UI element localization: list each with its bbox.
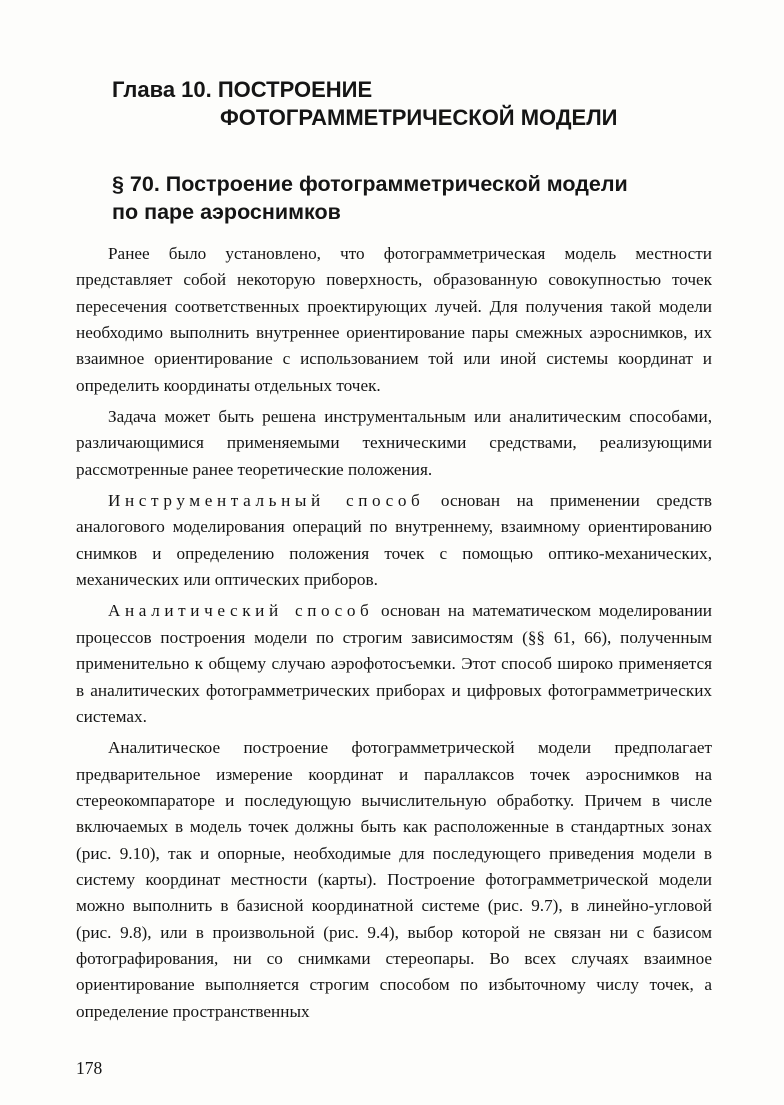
chapter-title-line2: ФОТОГРАММЕТРИЧЕСКОЙ МОДЕЛИ xyxy=(220,105,618,130)
paragraph-text: основан на применении средств аналогового моделирования операций по внутреннему, взаимному ориентированию снимков и определению положения точек с помощью оптико-механических, механических или оптических приборов. xyxy=(76,491,713,590)
paragraph: Задача может быть решена инструментальным или аналитическим способами, различающимися применяемыми техническими средствами, реализующими рассмотренные ранее теоретические положения. xyxy=(76,407,712,479)
section-title-line2: по паре аэроснимков xyxy=(112,200,341,224)
paragraph: Ранее было установлено, что фотограмметрическая модель местности представляет собой некоторую поверхность, образованную совокупностью точек пересечения соответственных проектирующих лучей. Для получения такой модели необходимо выполнить внутреннее ориентирование пары смежных аэроснимков, их взаимное ориентирование с использованием той или иной системы координат и определить координаты отдельных точек. xyxy=(76,244,712,395)
chapter-title-line1: Глава 10. ПОСТРОЕНИЕ xyxy=(112,77,373,102)
section-heading xyxy=(112,170,712,226)
chapter-heading xyxy=(112,76,692,132)
term-analytical: Аналитический способ xyxy=(108,601,374,621)
paragraph: Аналитическое построение фотограмметрической модели предполагает предварительное измерение координат и параллаксов точек аэроснимков на стереокомпараторе и последующую вычислительную обработку. Причем в числе включаемых в модель точек должны быть как расположенные в стандартных зонах (рис. 9.10), так и опорные, необходимые для последующего приведения модели в систему координат местности (карты). Построение фотограмметрической модели можно выполнить в базисной координатной системе (рис. 9.7), в линейно-угловой (рис. 9.8), или в произвольной (рис. 9.4), выбор которой не связан ни с базисом фотографирования, ни со снимками стереопары. Во всех случаях взаимное ориентирование выполняется строгим способом по избыточному числу точек, а определение пространственных xyxy=(76,738,712,1021)
paragraph xyxy=(76,488,712,593)
body-text xyxy=(76,241,712,1025)
term-instrumental: Инструментальный способ xyxy=(108,491,425,511)
paragraph xyxy=(76,598,712,730)
paragraph-text: основан на математическом моделировании процессов построения модели по строгим зависимостям (§§ 61, 66), полученным применительно к общему случаю аэрофотосъемки. Этот способ широко применяется в аналитических фотограмметрических приборах и цифровых фотограмметрических системах. xyxy=(76,601,712,726)
page-number: 178 xyxy=(76,1058,103,1078)
section-title-line1: § 70. Построение фотограмметрической модели xyxy=(112,172,628,196)
